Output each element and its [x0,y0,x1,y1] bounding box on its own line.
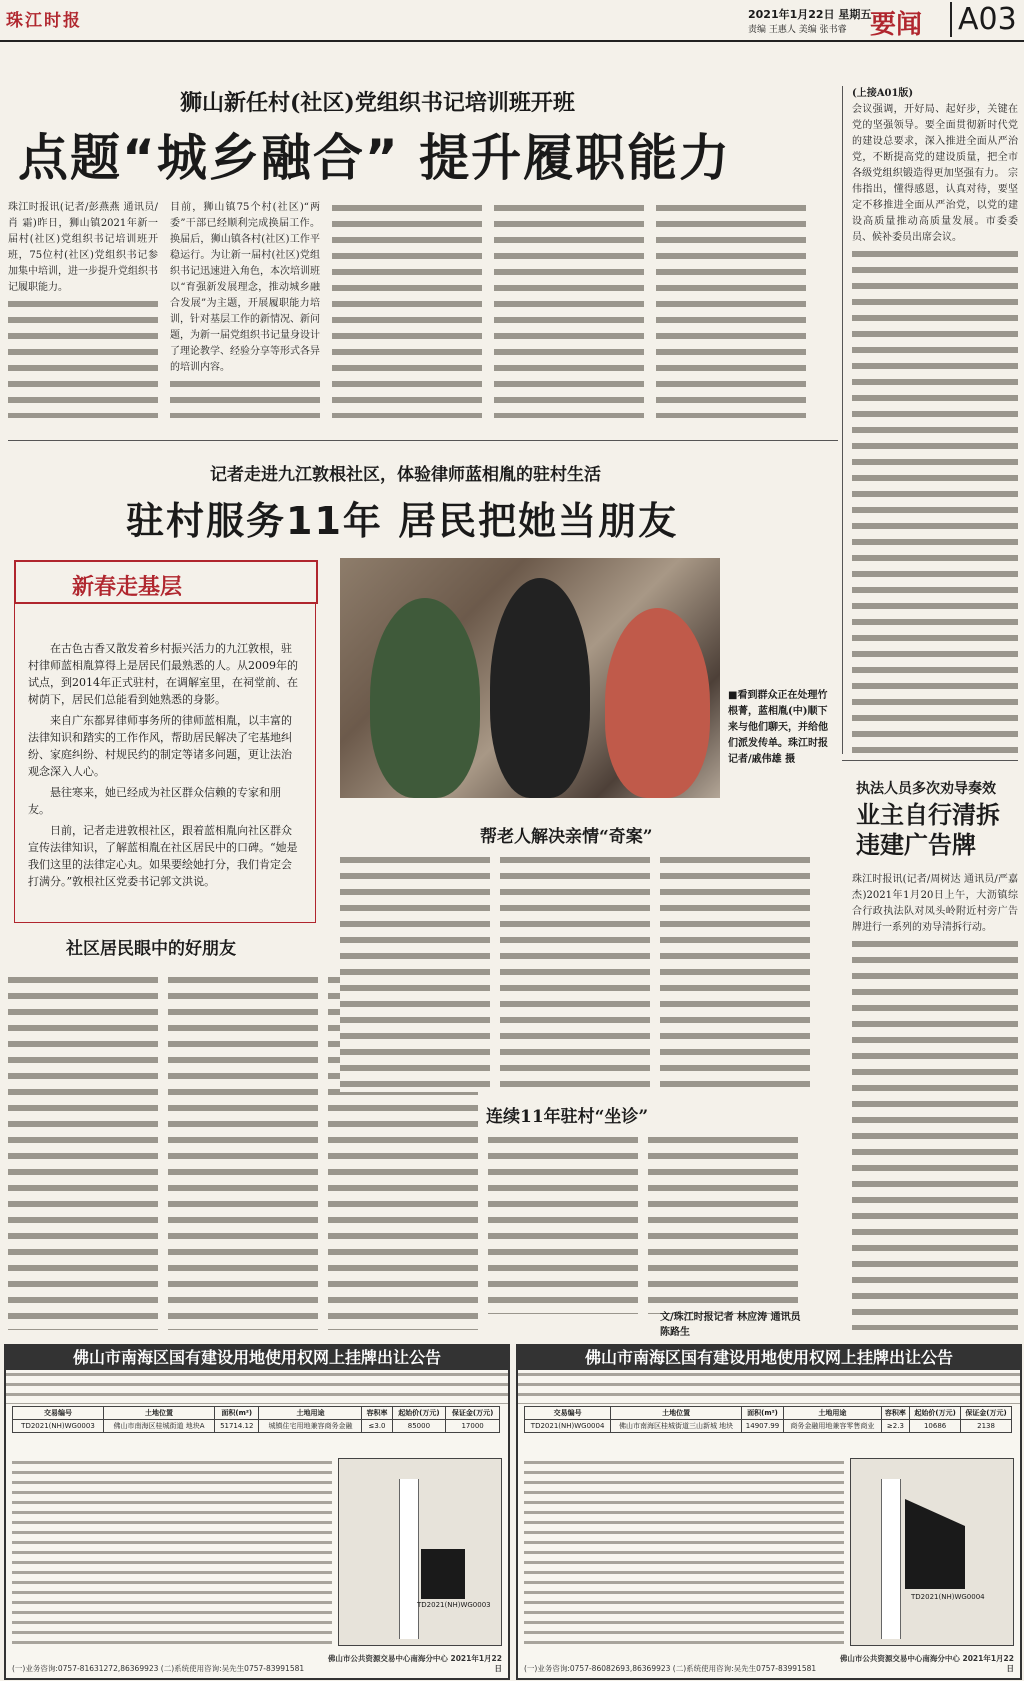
story2-column-5 [500,852,650,1092]
subhead-family-case: 帮老人解决亲情“奇案” [480,827,653,847]
header-deposit: 保证金(万元) [961,1407,1012,1420]
header-location: 土地位置 [103,1407,214,1420]
subhead-good-friend: 社区居民眼中的好朋友 [66,939,236,959]
header-price: 起始价(万元) [392,1407,446,1420]
cell-use: 商务金融用地兼容零售商业 [784,1420,882,1433]
story2-kicker: 记者走进九江敦根社区，体验律师蓝相胤的驻村生活 [210,465,601,485]
photo-figure-center [490,578,590,798]
sidebar-column [852,86,1018,754]
story3-column [852,872,1018,1330]
new-spring-badge: 新春走基层 [72,574,183,600]
sidebar-text: 会议强调，开好局、起好步，关键在党的坚强领导。要全面贯彻新时代党的建设总要求，深入推进全面从严治党，不断提高党的建设质量，把全市各级党组织锻造得更加坚强有力。 [852,104,1018,179]
notice-left-body [12,1458,332,1644]
notice-left [4,1344,510,1680]
map-parcel [905,1499,965,1589]
story2-column-6 [660,852,810,1092]
editors-line: 责编 王惠人 美编 张书睿 [748,25,847,35]
header-price: 起始价(万元) [910,1407,961,1420]
header-location: 土地位置 [611,1407,742,1420]
header-far: 容积率 [881,1407,910,1420]
header-use: 土地用途 [784,1407,882,1420]
cell-far: ≤3.0 [362,1420,392,1433]
map-road [399,1479,419,1639]
story1-kicker: 狮山新任村(社区)党组织书记培训班开班 [180,90,575,116]
cell-area: 51714.12 [215,1420,259,1433]
sidebar-rule [842,86,843,754]
table-header-row [525,1407,1012,1420]
story3-lead: 珠江时报讯(记者/周树达 通讯员/严嘉杰)2021年1月20日上午，大沥镇综合行政执法队对凤头岭附近村旁广告牌进行一系列的劝导清拆行动。 [852,874,1018,933]
intro-paragraph-1: 在古色古香又散发着乡村振兴活力的九江敦根，驻村律师蓝相胤算得上是居民们最熟悉的人。从2009年的试点，到2014年正式驻村，在调解室里，在祠堂前、在树荫下，居民们总能看到她熟悉的身影。 [28,642,298,706]
intro-paragraph-2: 来自广东都昇律师事务所的律师蓝相胤，以丰富的法律知识和踏实的工作作风，帮助居民解决了宅基地纠纷、家庭纠纷、村规民约的制定等诸多问题，更让法治观念深入人心。 [28,714,292,778]
section-divider [8,440,838,441]
story2-column-4 [340,852,490,1092]
story1-column-4 [494,200,644,418]
table-row [525,1420,1012,1433]
map-parcel [421,1549,465,1599]
cell-far: ≥2.3 [881,1420,910,1433]
news-photo [340,558,720,798]
map-parcel-label: TD2021(NH)WG0004 [911,1593,985,1601]
story1-lead: 珠江时报讯(记者/彭燕燕 通讯员/肖 霜)昨日，狮山镇2021年新一届村(社区)党组织书记培训班开班，75位村(社区)党组织书记参加集中培训，进一步提升党组织书记履职能力。 [8,202,158,293]
story2-column-8 [648,1132,798,1314]
issue-date: 2021年1月22日 星期五 [748,8,872,21]
notice-left-table [12,1406,500,1433]
header-code: 交易编号 [525,1407,611,1420]
story1-column-3 [332,200,482,418]
intro-paragraph-4: 日前，记者走进敦根社区，跟着蓝相胤向社区群众宣传法律知识，了解蓝相胤在社区居民中的口碑。“她是我们这里的法律定心丸。如果要绘她打分，我们肯定会打满分。”敦根社区党委书记郭文洪说。 [28,824,298,888]
cell-use: 城镇住宅用地兼容商务金融 [259,1420,362,1433]
cell-area: 14907.99 [741,1420,783,1433]
notice-right-issuer: 佛山市公共资源交易中心南海分中心 2021年1月22日 [839,1654,1014,1673]
notice-right-title: 佛山市南海区国有建设用地使用权网上挂牌出让公告 [518,1346,1020,1370]
cell-deposit: 17000 [446,1420,500,1433]
header-area: 面积(m²) [215,1407,259,1420]
story1-column-5 [656,200,806,418]
table-header-row [13,1407,500,1420]
intro-text [28,640,298,890]
notice-right-body [524,1458,844,1644]
header-far: 容积率 [362,1407,392,1420]
cell-code: TD2021(NH)WG0004 [525,1420,611,1433]
story2-column-7 [488,1132,638,1314]
photo-figure-left [370,598,480,798]
photo-caption: ■看到群众正在处理竹根菁，蓝相胤(中)顺下来与他们聊天，并给他们派发传单。珠江时报记者/戚伟雄 摄 [728,690,828,765]
table-row [13,1420,500,1433]
story2-column-1 [8,972,158,1330]
notice-left-issuer: 佛山市公共资源交易中心南海分中心 2021年1月22日 [327,1654,502,1673]
cell-location: 佛山市南海区桂城街道 地块A [103,1420,214,1433]
subhead-eleven-years: 连续11年驻村“坐诊” [486,1107,649,1127]
notice-right-map [850,1458,1014,1646]
story3-kicker: 执法人员多次劝导奏效 [856,781,996,797]
story2-headline: 驻村服务11年 居民把她当朋友 [126,499,679,543]
notice-right [516,1344,1022,1680]
notice-right-table [524,1406,1012,1433]
cell-price: 85000 [392,1420,446,1433]
story3-top-rule [842,760,1018,761]
cell-code: TD2021(NH)WG0003 [13,1420,104,1433]
header-code: 交易编号 [13,1407,104,1420]
story2-column-2 [168,972,318,1330]
header-deposit: 保证金(万元) [446,1407,500,1420]
page-number: A03 [950,2,1017,37]
notice-left-map [338,1458,502,1646]
intro-paragraph-3: 悬往寒来，她已经成为社区群众信赖的专家和朋友。 [28,786,281,816]
story1-column-1 [8,200,158,418]
story1-paragraph-2: 目前，狮山镇75个村(社区)“两委”干部已经顺利完成换届工作。换届后，狮山镇各村(社区)工作平稳运行。为让新一届村(社区)党组织书记迅速进入角色，本次培训班以“育强新发展理念，推动城乡融合发展”为主题，开展履职能力培训，针对基层工作的新情况、新问题，为新一届党组织书记量身设计了理论教学、经验分享等形式各异的培训内容。 [170,202,320,373]
notice-left-preamble [6,1370,508,1404]
notice-right-preamble [518,1370,1020,1404]
notice-right-contact: (一)业务咨询:0757-86082693,86369923 (二)系统使用咨询:吴先生0757-83991581 [524,1664,817,1673]
cell-deposit: 2138 [961,1420,1012,1433]
story3-headline: 业主自行清拆违建广告牌 [856,801,1000,859]
map-parcel-label: TD2021(NH)WG0003 [417,1601,491,1609]
map-road [881,1479,901,1639]
cell-price: 10686 [910,1420,961,1433]
sidebar-continue: (上接A01版) [852,88,914,99]
section-label: 要闻 [870,10,923,40]
photo-figure-right [605,608,710,798]
story1-headline: 点题“城乡融合” 提升履职能力 [18,129,732,187]
story2-byline: 文/珠江时报记者 林应涛 通讯员 陈路生 [660,1312,801,1338]
notice-left-contact: (一)业务咨询:0757-81631272,86369923 (二)系统使用咨询:吴先生0757-83991581 [12,1664,305,1673]
notice-left-title: 佛山市南海区国有建设用地使用权网上挂牌出让公告 [6,1346,508,1370]
sidebar-text-2: 宗伟指出，懂得感恩，认真对待，要坚定不移推进全面从严治党，以党的建设高质量推动高质量发展。市委委员、候补委员出席会议。 [852,168,1018,243]
story1-column-2 [170,200,320,418]
header-area: 面积(m²) [741,1407,783,1420]
cell-location: 佛山市南海区桂城街道三山新城 地块 [611,1420,742,1433]
paper-name: 珠江时报 [6,11,82,31]
header-use: 土地用途 [259,1407,362,1420]
